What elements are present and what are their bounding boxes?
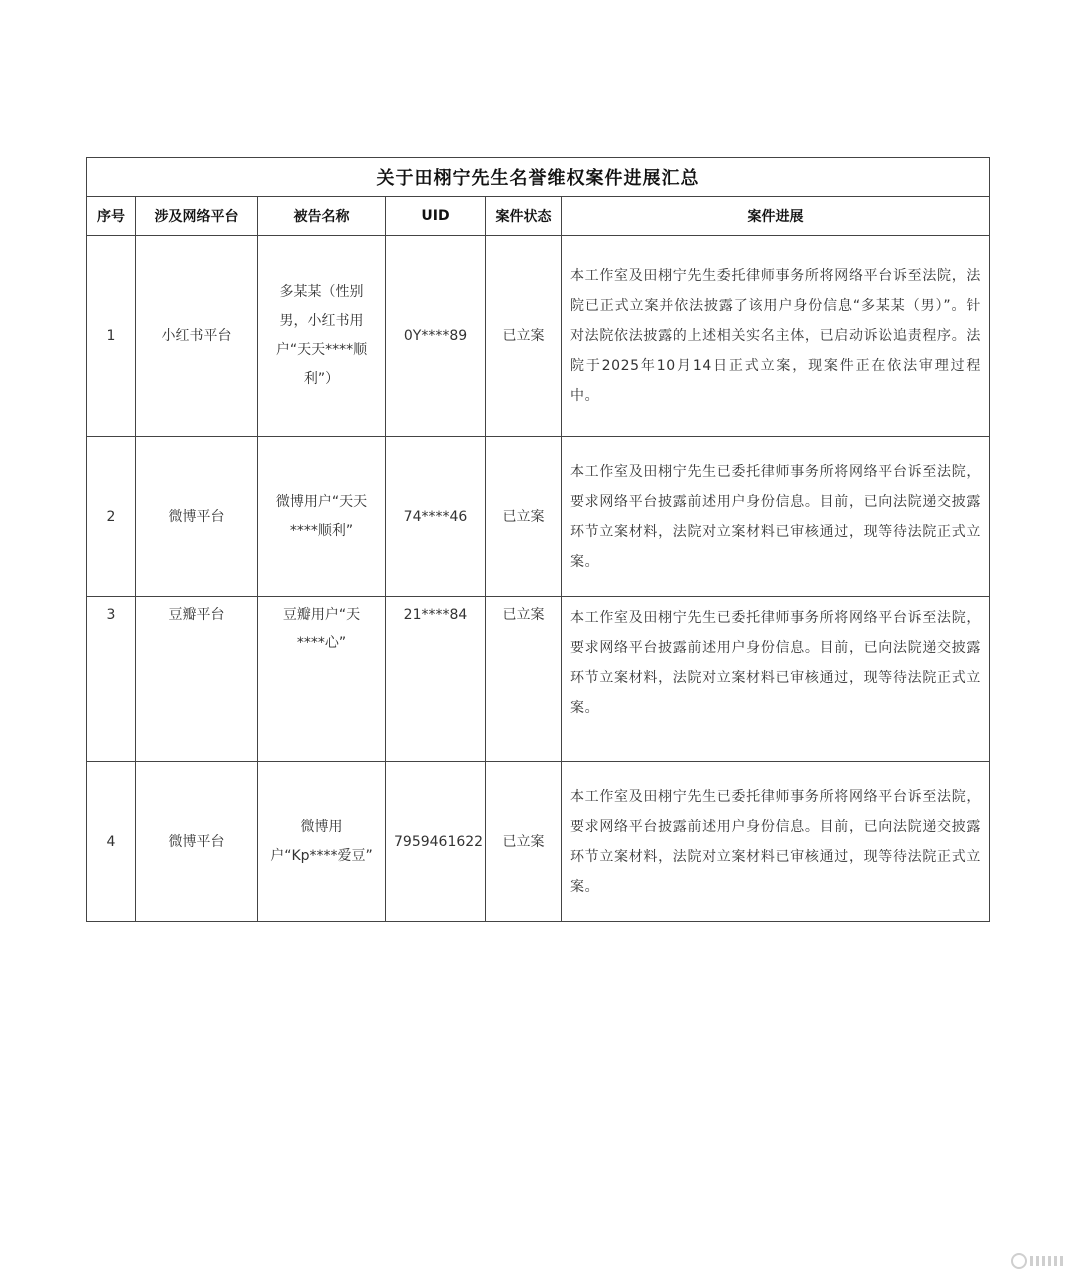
row-progress: 本工作室及田栩宁先生已委托律师事务所将网络平台诉至法院，要求网络平台披露前述用户身份信息。目前，已向法院递交披露环节立案材料，法院对立案材料已审核通过，现等待法院正式立案。: [570, 788, 981, 895]
table-row: [87, 236, 990, 437]
table-header-row: [87, 197, 990, 236]
case-summary-sheet: [86, 157, 989, 922]
row-defendant: 多某某（性别男，小红书用户“天天****顺利”）: [275, 284, 368, 387]
row-platform: 微博平台: [168, 833, 225, 850]
table-title: 关于田栩宁先生名誉维权案件进展汇总: [87, 158, 990, 197]
row-uid: 21****84: [403, 607, 468, 623]
row-index-cell: [87, 437, 136, 597]
row-progress-cell: [562, 597, 990, 762]
row-index: 4: [106, 833, 116, 850]
row-progress-cell: [562, 437, 990, 597]
table-row: [87, 437, 990, 597]
row-status: 已立案: [502, 508, 545, 525]
row-defendant-cell: [258, 597, 386, 762]
row-defendant-cell: [258, 437, 386, 597]
row-uid: 7959461622: [394, 833, 484, 850]
row-uid-cell: [386, 762, 486, 922]
table-row: [87, 597, 990, 762]
row-defendant-cell: [258, 236, 386, 437]
row-platform-cell: [136, 437, 258, 597]
row-defendant: 微博用户“Kp****爱豆”: [270, 818, 373, 864]
row-progress: 本工作室及田栩宁先生已委托律师事务所将网络平台诉至法院，要求网络平台披露前述用户身份信息。目前，已向法院递交披露环节立案材料，法院对立案材料已审核通过，现等待法院正式立案。: [570, 463, 981, 570]
header-progress: 案件进展: [562, 197, 990, 236]
header-platform: 涉及网络平台: [136, 197, 258, 236]
row-status-cell: [486, 236, 562, 437]
row-status: 已立案: [502, 328, 545, 344]
row-defendant: 微博用户“天天****顺利”: [275, 493, 368, 539]
row-index-cell: [87, 762, 136, 922]
table-title-row: [87, 158, 990, 197]
row-platform-cell: [136, 236, 258, 437]
weibo-watermark-icon: [1010, 1252, 1068, 1270]
row-uid-cell: [386, 236, 486, 437]
header-index: 序号: [87, 197, 136, 236]
row-progress: 本工作室及田栩宁先生已委托律师事务所将网络平台诉至法院，要求网络平台披露前述用户身份信息。目前，已向法院递交披露环节立案材料，法院对立案材料已审核通过，现等待法院正式立案。: [570, 610, 981, 716]
row-status-cell: [486, 762, 562, 922]
row-status-cell: [486, 597, 562, 762]
row-platform: 微博平台: [168, 508, 225, 525]
case-progress-table: [86, 157, 990, 922]
row-defendant: 豆瓣用户“天****心”: [282, 607, 361, 651]
header-status: 案件状态: [486, 197, 562, 236]
row-uid-cell: [386, 437, 486, 597]
row-uid-cell: [386, 597, 486, 762]
row-index-cell: [87, 597, 136, 762]
row-platform: 小红书平台: [161, 328, 232, 344]
row-uid: 74****46: [403, 508, 468, 525]
row-index: 1: [106, 328, 116, 344]
row-uid: 0Y****89: [403, 328, 468, 344]
header-uid: UID: [386, 197, 486, 236]
row-status-cell: [486, 437, 562, 597]
row-platform-cell: [136, 762, 258, 922]
row-defendant-cell: [258, 762, 386, 922]
row-status: 已立案: [502, 607, 545, 623]
row-index: 3: [106, 607, 116, 623]
row-platform-cell: [136, 597, 258, 762]
row-status: 已立案: [502, 833, 545, 850]
row-progress: 本工作室及田栩宁先生委托律师事务所将网络平台诉至法院，法院已正式立案并依法披露了该用户身份信息“多某某（男）”。针对法院依法披露的上述相关实名主体，已启动诉讼追责程序。法院于2025年10月14日正式立案，现案件正在依法审理过程中。: [570, 268, 981, 404]
row-progress-cell: [562, 762, 990, 922]
row-index-cell: [87, 236, 136, 437]
row-platform: 豆瓣平台: [168, 607, 225, 623]
row-index: 2: [106, 508, 116, 525]
header-defendant: 被告名称: [258, 197, 386, 236]
table-row: [87, 762, 990, 922]
row-progress-cell: [562, 236, 990, 437]
